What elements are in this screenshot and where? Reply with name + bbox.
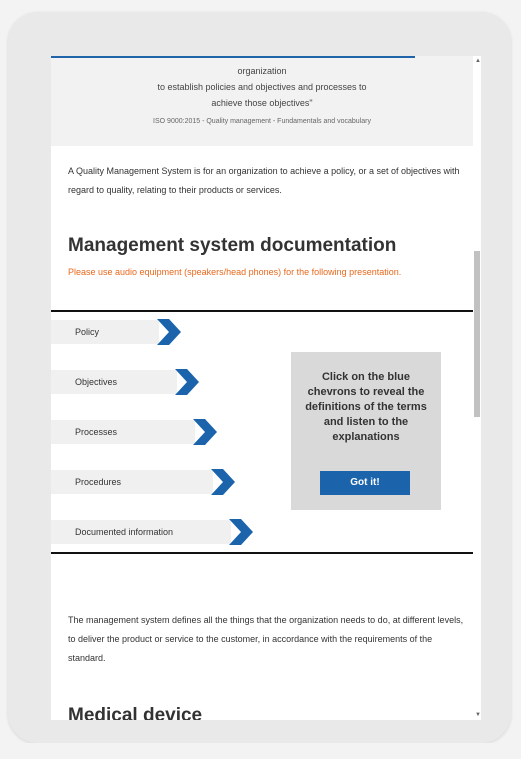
term-processes: Processes: [51, 420, 195, 444]
instruction-text: Click on the blue chevrons to reveal the definitions of the terms and listen to the explanations: [305, 371, 427, 443]
term-objectives: Objectives: [51, 370, 177, 394]
audio-note: Please use audio equipment (speakers/head phones) for the following presentation.: [68, 267, 402, 277]
chevron-right-icon[interactable]: [211, 469, 235, 495]
page-bottom-background: [0, 743, 521, 759]
quote-citation: ISO 9000:2015 - Quality management - Fundamentals and vocabulary: [153, 118, 371, 125]
scroll-down-arrow-icon[interactable]: ▼: [475, 712, 481, 718]
quote-block: [51, 56, 473, 146]
content-viewport: [51, 56, 481, 720]
intro-text: A Quality Management System is for an organization to achieve a policy, or a set of objectives with regard to quality, relating to their products or services.: [68, 166, 460, 195]
chevron-right-icon[interactable]: [157, 319, 181, 345]
term-procedures: Procedures: [51, 470, 213, 494]
term-documented-information: Documented information: [51, 520, 231, 544]
scrollbar-thumb[interactable]: [474, 251, 480, 417]
scroll-up-arrow-icon[interactable]: ▲: [475, 58, 481, 64]
got-it-button[interactable]: Got it!: [320, 471, 410, 495]
vertical-scrollbar[interactable]: [473, 56, 481, 720]
instruction-box: [291, 352, 441, 510]
tablet-frame: [8, 12, 511, 743]
term-policy: Policy: [51, 320, 159, 344]
chevron-right-icon[interactable]: [229, 519, 253, 545]
documentation-diagram: [51, 310, 473, 554]
chevron-right-icon[interactable]: [175, 369, 199, 395]
next-section-heading: Medical device: [68, 705, 203, 720]
quote-line: achieve those objectives": [211, 98, 313, 108]
body-paragraph: The management system defines all the things that the organization needs to do, at different levels, to deliver the product or service to the customer, in accordance with the requirements of the standard.: [68, 615, 464, 663]
quote-line: to establish policies and objectives and processes to: [157, 82, 367, 92]
chevron-right-icon[interactable]: [193, 419, 217, 445]
quote-line: organization: [237, 66, 287, 76]
section-heading: Management system documentation: [68, 235, 397, 256]
top-accent-rule: [51, 56, 415, 58]
